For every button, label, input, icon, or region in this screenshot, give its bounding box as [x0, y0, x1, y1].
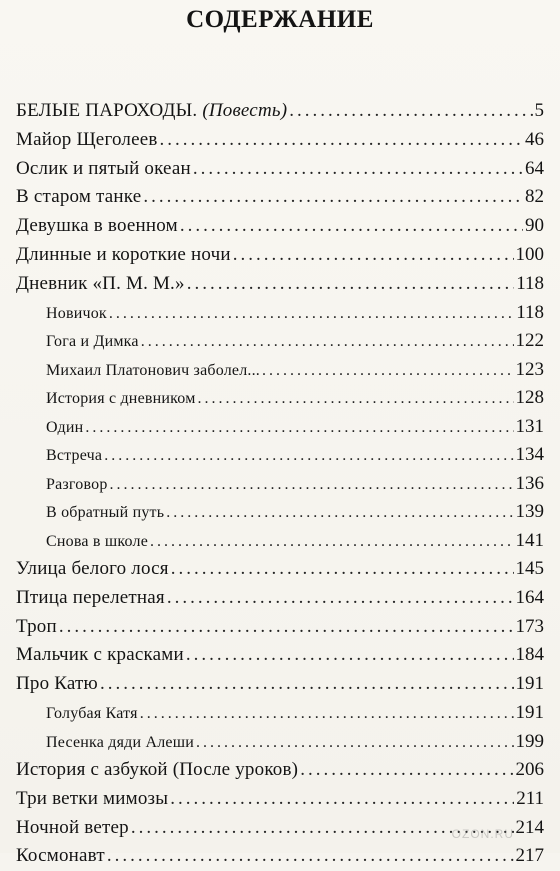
toc-subentry [16, 699, 544, 728]
toc-subentry [16, 527, 544, 556]
toc-entry-title [46, 357, 260, 385]
toc-entry-title-text: В обратный путь [46, 504, 165, 522]
toc-page-number: 122 [515, 330, 544, 352]
table-of-contents [16, 97, 544, 871]
toc-entry [16, 97, 544, 126]
toc-entry-title-text: Голубая Катя [46, 705, 138, 723]
toc-subentry [16, 728, 544, 757]
dot-leader [198, 385, 514, 413]
dot-leader [85, 414, 513, 442]
toc-entry-title-text: Разговор [46, 475, 108, 493]
toc-entry-title [46, 471, 108, 499]
toc-entry-title-text: Михаил Платонович заболел... [46, 361, 260, 379]
dot-leader [110, 471, 514, 499]
toc-entry-title-text: В старом танке [16, 186, 142, 208]
toc-subentry [16, 413, 544, 442]
toc-entry-title [16, 270, 185, 299]
toc-entry-title-text: Длинные и короткие ночи [16, 243, 231, 265]
toc-entry-title-text: Песенка дяди Алеши [46, 733, 194, 751]
toc-entry-title-text: Встреча [46, 447, 103, 465]
toc-page-number: 139 [515, 501, 544, 523]
toc-entry-title [16, 183, 141, 212]
toc-entry [16, 670, 544, 699]
dot-leader [170, 785, 514, 814]
dot-leader [233, 241, 514, 270]
toc-entry [16, 270, 544, 299]
dot-leader [186, 641, 514, 670]
toc-entry-title-text: Улица белого лося [16, 558, 169, 580]
toc-entry-title [16, 155, 191, 184]
toc-entry-title-text: Один [46, 418, 84, 436]
toc-entry-title [16, 584, 165, 613]
dot-leader [187, 270, 514, 299]
dot-leader [300, 756, 513, 785]
toc-entry-title-text: Мальчик с красками [16, 644, 184, 666]
toc-page-number: 128 [515, 387, 544, 409]
toc-entry-title [16, 97, 287, 126]
toc-entry [16, 641, 544, 670]
dot-leader [196, 729, 514, 757]
toc-entry-title [46, 700, 138, 728]
toc-entry-title-text: БЕЛЫЕ ПАРОХОДЫ. [16, 100, 203, 121]
toc-entry-title-text: Три ветки мимозы [16, 787, 169, 809]
toc-subentry [16, 327, 544, 356]
toc-entry-title [46, 499, 164, 527]
toc-entry [16, 613, 544, 642]
toc-page-number: 164 [515, 586, 544, 608]
toc-page-number: 191 [515, 673, 544, 695]
toc-page-number: 82 [525, 186, 544, 208]
toc-entry-title-text: Космонавт [16, 845, 105, 867]
toc-entry-title-text: История с азбукой (После уроков) [16, 759, 299, 781]
dot-leader [140, 700, 514, 728]
toc-entry [16, 842, 544, 871]
toc-entry [16, 241, 544, 270]
toc-entry-title [46, 442, 102, 470]
toc-entry-title-text: Дневник «П. М. М.» [16, 272, 185, 294]
toc-page-number: 123 [515, 358, 544, 380]
toc-page-number: 100 [515, 243, 544, 265]
toc-subentry [16, 384, 544, 413]
toc-entry-title [16, 241, 231, 270]
toc-page-number: 136 [515, 472, 544, 494]
toc-entry-title-text: Девушка в военном [16, 215, 178, 237]
toc-entry-title [16, 212, 178, 241]
toc-page-number: 118 [516, 301, 544, 323]
dot-leader [59, 613, 514, 642]
toc-subentry [16, 441, 544, 470]
toc-entry-subtitle: (Повесть) [202, 100, 288, 121]
dot-leader [109, 300, 514, 328]
toc-entry [16, 756, 544, 785]
toc-entry-title-text: Ослик и пятый океан [16, 157, 191, 179]
dot-leader [143, 183, 523, 212]
toc-page-number: 46 [525, 128, 544, 150]
toc-entry-title [16, 756, 298, 785]
toc-page-number: 145 [515, 558, 544, 580]
toc-page-number: 118 [516, 272, 544, 294]
toc-page-number: 131 [515, 415, 544, 437]
toc-entry [16, 212, 544, 241]
toc-entry [16, 183, 544, 212]
toc-entry-title-text: Троп [16, 615, 57, 637]
toc-entry [16, 126, 544, 155]
toc-entry [16, 584, 544, 613]
toc-subentry [16, 299, 544, 328]
toc-entry-title [46, 385, 196, 413]
dot-leader [160, 126, 523, 155]
toc-entry-title [16, 814, 129, 843]
toc-entry-title [46, 528, 148, 556]
toc-entry-title-text: Гога и Димка [46, 333, 139, 351]
dot-leader [150, 528, 514, 556]
watermark-logo: OZON.RU [451, 827, 514, 841]
dot-leader [262, 357, 514, 385]
toc-subentry [16, 470, 544, 499]
toc-entry-title [16, 555, 169, 584]
toc-page-number: 141 [515, 529, 544, 551]
toc-entry [16, 155, 544, 184]
toc-entry-title [46, 300, 107, 328]
toc-page-number: 184 [515, 644, 544, 666]
toc-page-number: 206 [515, 759, 544, 781]
toc-subentry [16, 356, 544, 385]
toc-entry-title [46, 328, 139, 356]
toc-page-number: 173 [515, 615, 544, 637]
toc-entry-title [16, 842, 105, 871]
dot-leader [180, 212, 523, 241]
toc-page-number: 134 [515, 444, 544, 466]
dot-leader [193, 155, 523, 184]
toc-entry-title [46, 729, 194, 757]
toc-page-number: 90 [525, 215, 544, 237]
toc-page-number: 64 [525, 157, 544, 179]
dot-leader [167, 584, 514, 613]
toc-page-number: 214 [515, 816, 544, 838]
toc-entry-title-text: Майор Щеголеев [16, 128, 158, 150]
toc-entry-title-text: Птица перелетная [16, 586, 165, 608]
toc-entry-title-text: История с дневником [46, 390, 196, 408]
dot-leader [289, 97, 532, 126]
toc-entry-title-text: Снова в школе [46, 532, 148, 550]
dot-leader [166, 499, 513, 527]
dot-leader [100, 670, 514, 699]
dot-leader [107, 842, 514, 871]
toc-entry-title [16, 126, 158, 155]
dot-leader [141, 328, 514, 356]
dot-leader [104, 442, 513, 470]
toc-entry-title-text: Новичок [46, 304, 107, 322]
toc-entry-title [16, 785, 168, 814]
toc-entry [16, 785, 544, 814]
toc-page-number: 211 [516, 787, 544, 809]
toc-entry-title [16, 641, 184, 670]
toc-entry-title-text: Ночной ветер [16, 816, 129, 838]
toc-page-number: 5 [534, 100, 544, 121]
toc-subentry [16, 498, 544, 527]
toc-entry-title [16, 613, 57, 642]
page-title: СОДЕРЖАНИЕ [186, 6, 374, 33]
toc-page-number: 217 [515, 845, 544, 867]
toc-page-number: 199 [515, 730, 544, 752]
toc-entry-title [46, 414, 83, 442]
toc-page-number: 191 [515, 702, 544, 724]
toc-entry-title-text: Про Катю [16, 673, 98, 695]
toc-entry-title [16, 670, 98, 699]
dot-leader [171, 555, 514, 584]
toc-entry [16, 555, 544, 584]
